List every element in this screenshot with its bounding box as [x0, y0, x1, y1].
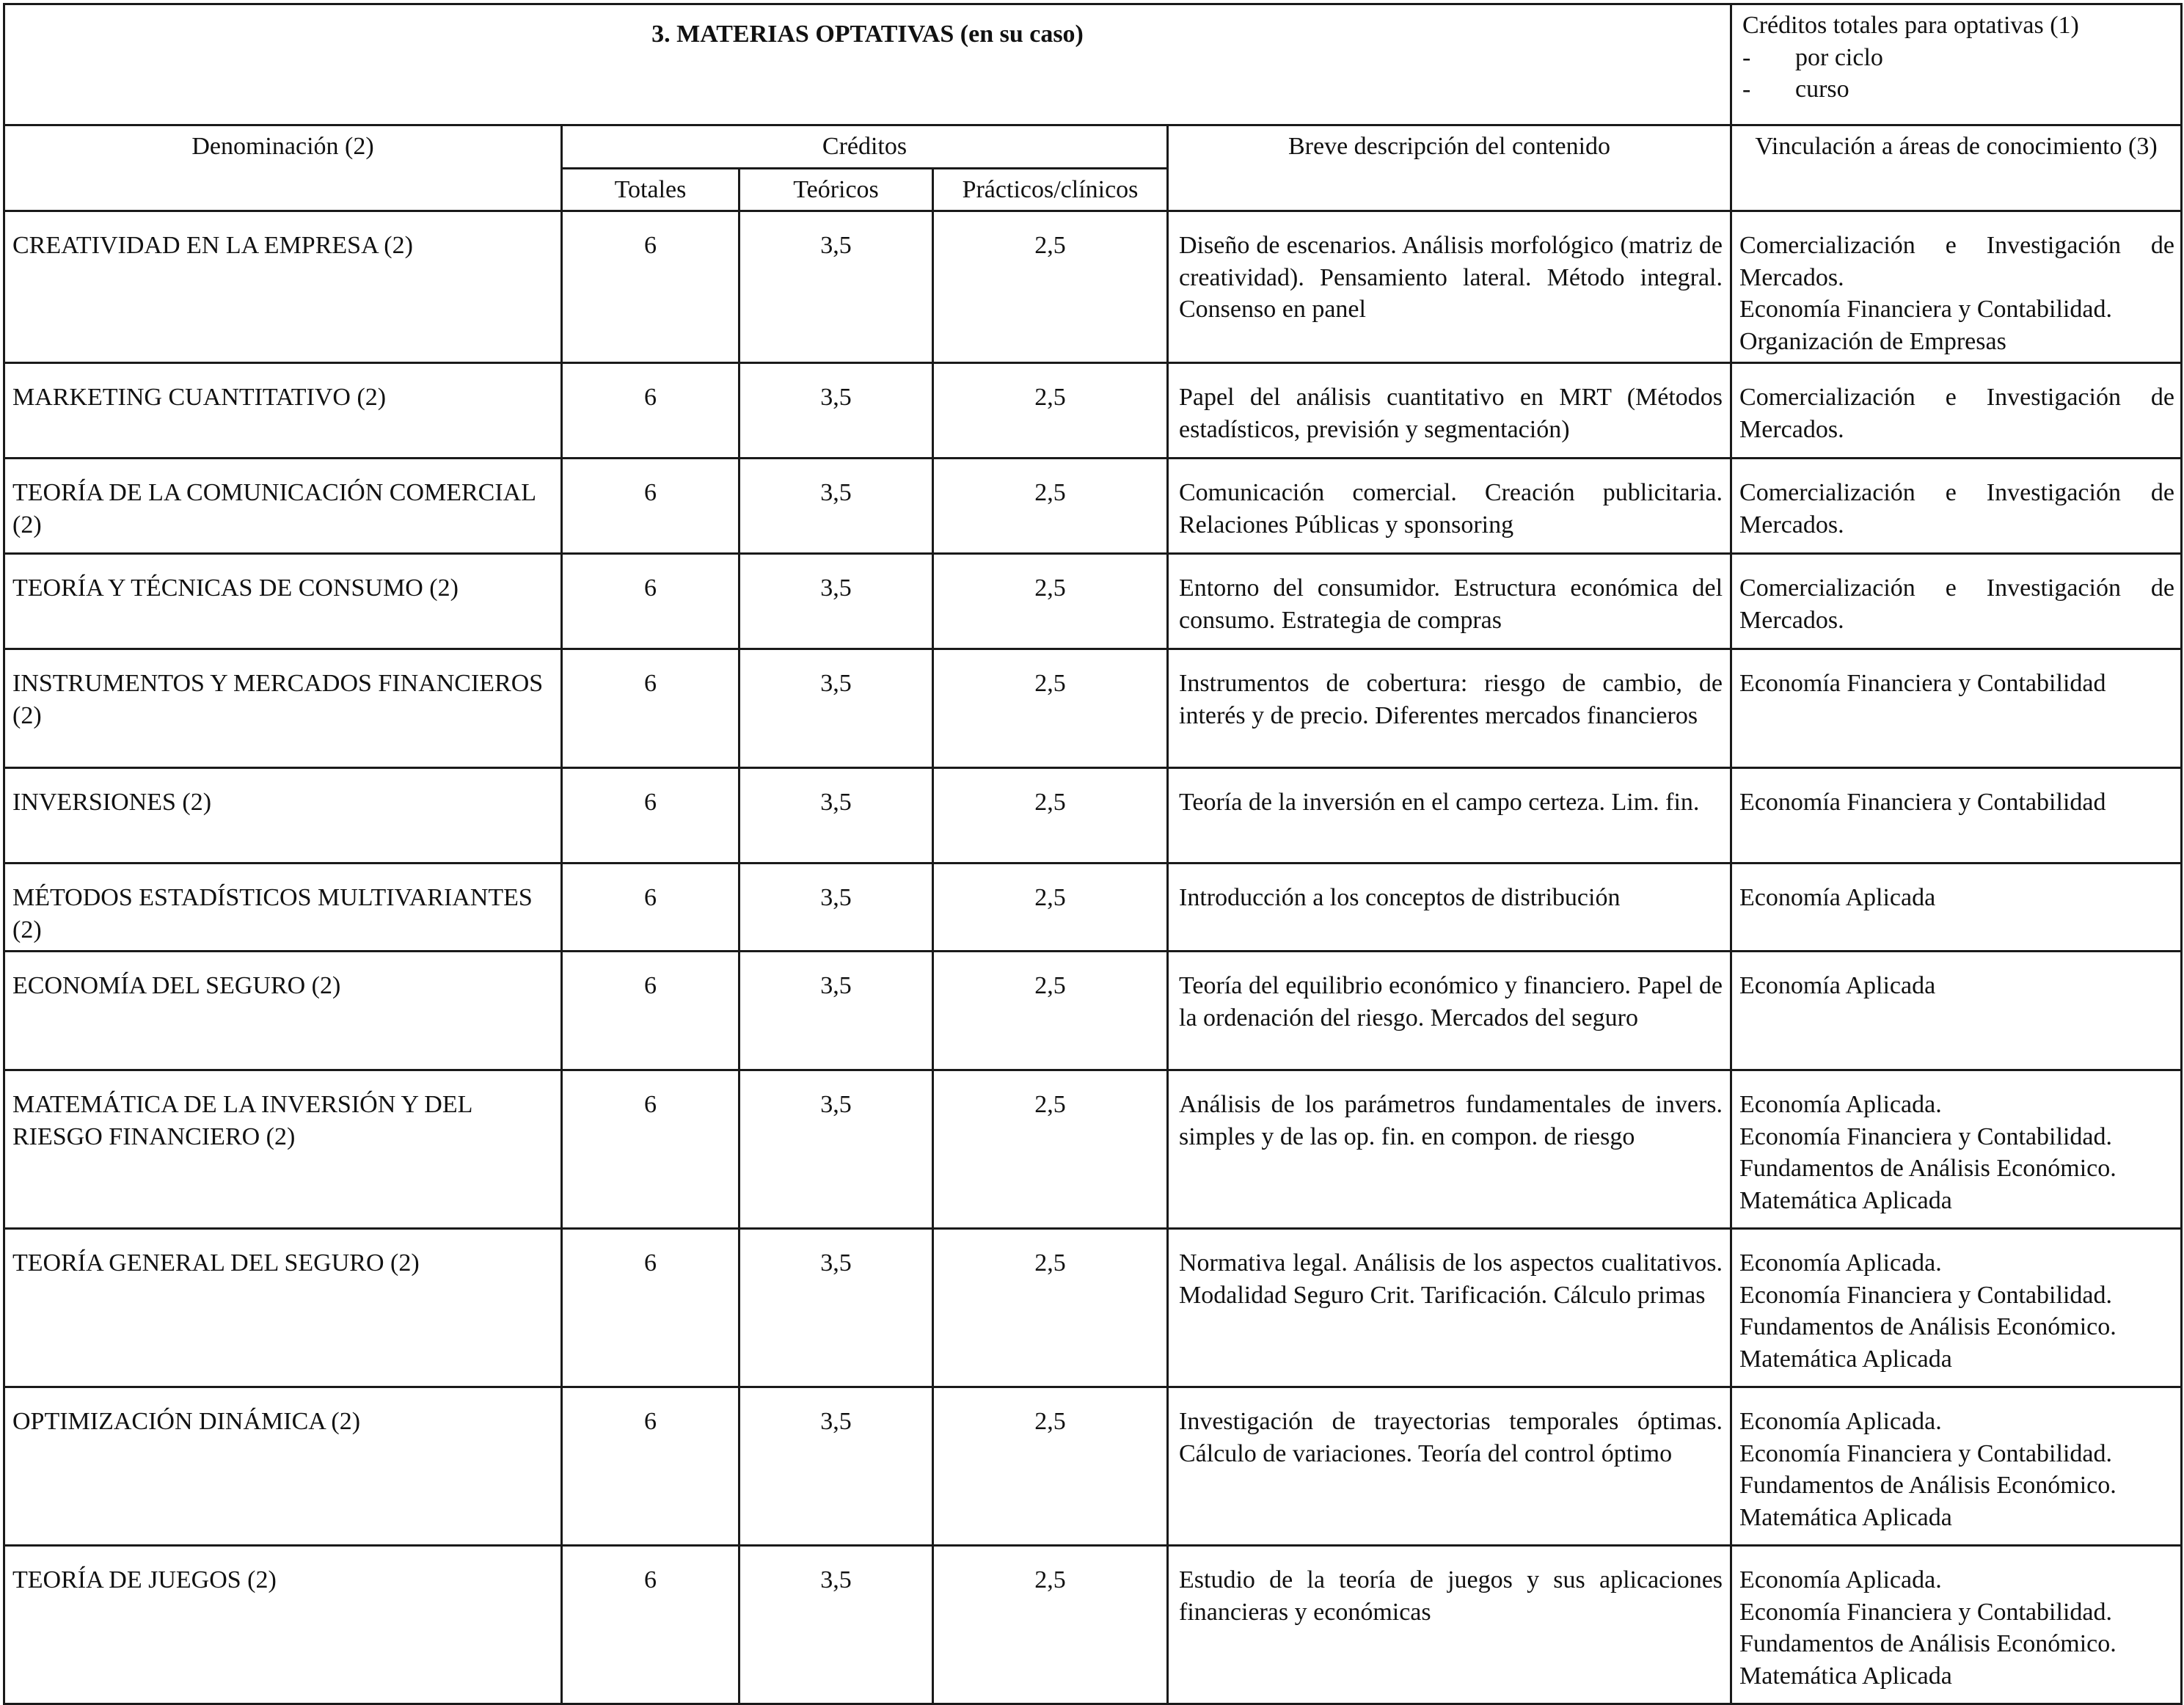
- knowledge-area-item: Comercialización e Investigación de: [1739, 232, 2175, 260]
- total-credits-heading: Créditos totales para optativas (1): [1742, 12, 2079, 39]
- knowledge-areas: [1731, 363, 2182, 459]
- knowledge-area-item: Matemática Aplicada: [1739, 1186, 1952, 1214]
- knowledge-area-item: Matemática Aplicada: [1739, 1503, 1952, 1531]
- knowledge-area-item: Economía Financiera y Contabilidad: [1739, 670, 2106, 698]
- credits-practicos: 2,5: [933, 554, 1168, 649]
- table-row: [4, 649, 2182, 768]
- table-row: [4, 768, 2182, 864]
- table-row: [4, 1546, 2182, 1704]
- knowledge-area-item: Economía Aplicada.: [1739, 1566, 1942, 1594]
- credits-totales: 6: [562, 554, 739, 649]
- credits-teoricos: 3,5: [739, 1546, 933, 1704]
- total-credits-line: [1742, 73, 2170, 106]
- knowledge-area-item: Mercados.: [1739, 415, 1844, 443]
- credits-practicos: 2,5: [933, 1387, 1168, 1546]
- credits-teoricos: 3,5: [739, 554, 933, 649]
- credits-practicos: 2,5: [933, 768, 1168, 864]
- subject-description: Teoría del equilibrio económico y financiero. Papel de la ordenación del riesgo. Mercados del seguro: [1168, 952, 1731, 1070]
- knowledge-area-item: Economía Financiera y Contabilidad.: [1739, 1598, 2112, 1626]
- credits-totales: 6: [562, 1387, 739, 1546]
- total-credits-line: [1742, 42, 2170, 74]
- credits-totales: 6: [562, 211, 739, 363]
- subject-description: Teoría de la inversión en el campo certeza. Lim. fin.: [1168, 768, 1731, 864]
- knowledge-area-item: Economía Aplicada.: [1739, 1091, 1942, 1119]
- header-descripcion: Breve descripción del contenido: [1168, 125, 1731, 211]
- header-denominacion: Denominación (2): [4, 125, 562, 211]
- knowledge-area-item: Matemática Aplicada: [1739, 1345, 1952, 1373]
- subject-description: Normativa legal. Análisis de los aspectos cualitativos. Modalidad Seguro Crit. Tarificación. Cálculo primas: [1168, 1229, 1731, 1387]
- table-row: [4, 952, 2182, 1070]
- knowledge-area-item: Fundamentos de Análisis Económico.: [1739, 1155, 2117, 1183]
- knowledge-areas: [1731, 1229, 2182, 1387]
- header-creditos: Créditos: [562, 125, 1168, 169]
- knowledge-area-item: Economía Financiera y Contabilidad: [1739, 789, 2106, 817]
- table-row: [4, 554, 2182, 649]
- subject-description: Comunicación comercial. Creación publicitaria. Relaciones Públicas y sponsoring: [1168, 459, 1731, 554]
- knowledge-area-item: Fundamentos de Análisis Económico.: [1739, 1630, 2117, 1658]
- knowledge-area-item: Economía Financiera y Contabilidad.: [1739, 1122, 2112, 1150]
- knowledge-area-item: Economía Aplicada.: [1739, 1249, 1942, 1277]
- knowledge-area-item: Economía Aplicada: [1739, 884, 1936, 912]
- knowledge-area-item: Comercialización e Investigación de: [1739, 479, 2175, 507]
- header-row: [4, 125, 2182, 169]
- credits-teoricos: 3,5: [739, 459, 933, 554]
- total-credits-per-course: curso: [1795, 76, 1849, 103]
- subject-description: Introducción a los conceptos de distribución: [1168, 864, 1731, 952]
- table-row: [4, 211, 2182, 363]
- knowledge-areas: [1731, 864, 2182, 952]
- knowledge-areas: [1731, 554, 2182, 649]
- credits-totales: 6: [562, 768, 739, 864]
- credits-practicos: 2,5: [933, 952, 1168, 1070]
- knowledge-area-item: Mercados.: [1739, 263, 1844, 291]
- optional-subjects-table: [3, 3, 2183, 1705]
- credits-totales: 6: [562, 1546, 739, 1704]
- credits-totales: 6: [562, 1229, 739, 1387]
- table-row: [4, 363, 2182, 459]
- credits-practicos: 2,5: [933, 459, 1168, 554]
- total-credits-box: [1731, 4, 2182, 125]
- total-credits-per-cycle: por ciclo: [1795, 43, 1883, 71]
- credits-teoricos: 3,5: [739, 649, 933, 768]
- table-row: [4, 1229, 2182, 1387]
- credits-totales: 6: [562, 864, 739, 952]
- dash-marker: -: [1742, 43, 1751, 71]
- credits-practicos: 2,5: [933, 864, 1168, 952]
- subject-name: ECONOMÍA DEL SEGURO (2): [4, 952, 562, 1070]
- credits-totales: 6: [562, 363, 739, 459]
- title-row: [4, 4, 2182, 125]
- subject-name: MARKETING CUANTITATIVO (2): [4, 363, 562, 459]
- knowledge-area-item: Economía Aplicada: [1739, 972, 1936, 1000]
- credits-totales: 6: [562, 459, 739, 554]
- subject-description: Papel del análisis cuantitativo en MRT (Métodos estadísticos, previsión y segmentación): [1168, 363, 1731, 459]
- knowledge-area-item: Fundamentos de Análisis Económico.: [1739, 1313, 2117, 1341]
- knowledge-area-item: Mercados.: [1739, 606, 1844, 634]
- knowledge-area-item: Organización de Empresas: [1739, 327, 2006, 355]
- credits-teoricos: 3,5: [739, 211, 933, 363]
- header-vinculacion: Vinculación a áreas de conocimiento (3): [1731, 125, 2182, 211]
- knowledge-areas: [1731, 1546, 2182, 1704]
- knowledge-area-item: Fundamentos de Análisis Económico.: [1739, 1472, 2117, 1500]
- credits-totales: 6: [562, 952, 739, 1070]
- subject-name: MÉTODOS ESTADÍSTICOS MULTIVARIANTES (2): [4, 864, 562, 952]
- table-row: [4, 1387, 2182, 1546]
- subject-name: CREATIVIDAD EN LA EMPRESA (2): [4, 211, 562, 363]
- subject-description: Entorno del consumidor. Estructura económica del consumo. Estrategia de compras: [1168, 554, 1731, 649]
- knowledge-areas: [1731, 211, 2182, 363]
- subject-name: INVERSIONES (2): [4, 768, 562, 864]
- credits-teoricos: 3,5: [739, 1070, 933, 1229]
- knowledge-areas: [1731, 649, 2182, 768]
- header-totales: Totales: [562, 168, 739, 211]
- subject-name: TEORÍA DE JUEGOS (2): [4, 1546, 562, 1704]
- credits-totales: 6: [562, 1070, 739, 1229]
- header-practicos: Prácticos/clínicos: [933, 168, 1168, 211]
- knowledge-area-item: Mercados.: [1739, 511, 1844, 538]
- credits-practicos: 2,5: [933, 649, 1168, 768]
- knowledge-area-item: Economía Financiera y Contabilidad.: [1739, 1439, 2112, 1467]
- knowledge-areas: [1731, 768, 2182, 864]
- subject-description: Investigación de trayectorias temporales óptimas. Cálculo de variaciones. Teoría del control óptimo: [1168, 1387, 1731, 1546]
- knowledge-areas: [1731, 1387, 2182, 1546]
- credits-practicos: 2,5: [933, 363, 1168, 459]
- knowledge-areas: [1731, 1070, 2182, 1229]
- subject-name: INSTRUMENTOS Y MERCADOS FINANCIEROS (2): [4, 649, 562, 768]
- credits-practicos: 2,5: [933, 1229, 1168, 1387]
- table-row: [4, 1070, 2182, 1229]
- knowledge-area-item: Comercialización e Investigación de: [1739, 384, 2175, 412]
- subject-name: TEORÍA DE LA COMUNICACIÓN COMERCIAL (2): [4, 459, 562, 554]
- subject-description: Estudio de la teoría de juegos y sus aplicaciones financieras y económicas: [1168, 1546, 1731, 1704]
- subject-name: TEORÍA Y TÉCNICAS DE CONSUMO (2): [4, 554, 562, 649]
- knowledge-areas: [1731, 952, 2182, 1070]
- subject-description: Análisis de los parámetros fundamentales de invers. simples y de las op. fin. en compon. de riesgo: [1168, 1070, 1731, 1229]
- credits-teoricos: 3,5: [739, 1387, 933, 1546]
- knowledge-area-item: Matemática Aplicada: [1739, 1662, 1952, 1690]
- credits-practicos: 2,5: [933, 211, 1168, 363]
- knowledge-area-item: Economía Financiera y Contabilidad.: [1739, 296, 2112, 324]
- credits-teoricos: 3,5: [739, 768, 933, 864]
- credits-teoricos: 3,5: [739, 952, 933, 1070]
- subject-name: OPTIMIZACIÓN DINÁMICA (2): [4, 1387, 562, 1546]
- subject-name: MATEMÁTICA DE LA INVERSIÓN Y DEL RIESGO FINANCIERO (2): [4, 1070, 562, 1229]
- credits-totales: 6: [562, 649, 739, 768]
- table-row: [4, 864, 2182, 952]
- credits-teoricos: 3,5: [739, 363, 933, 459]
- section-title: 3. MATERIAS OPTATIVAS (en su caso): [4, 4, 1731, 125]
- dash-marker: -: [1742, 76, 1751, 103]
- credits-practicos: 2,5: [933, 1070, 1168, 1229]
- table-row: [4, 459, 2182, 554]
- header-teoricos: Teóricos: [739, 168, 933, 211]
- knowledge-area-item: Economía Financiera y Contabilidad.: [1739, 1281, 2112, 1309]
- subject-description: Diseño de escenarios. Análisis morfológico (matriz de creatividad). Pensamiento lateral. Método integral. Consenso en panel: [1168, 211, 1731, 363]
- knowledge-areas: [1731, 459, 2182, 554]
- knowledge-area-item: Comercialización e Investigación de: [1739, 574, 2175, 602]
- subject-description: Instrumentos de cobertura: riesgo de cambio, de interés y de precio. Diferentes mercados financieros: [1168, 649, 1731, 768]
- credits-teoricos: 3,5: [739, 1229, 933, 1387]
- credits-practicos: 2,5: [933, 1546, 1168, 1704]
- credits-teoricos: 3,5: [739, 864, 933, 952]
- knowledge-area-item: Economía Aplicada.: [1739, 1408, 1942, 1436]
- subject-name: TEORÍA GENERAL DEL SEGURO (2): [4, 1229, 562, 1387]
